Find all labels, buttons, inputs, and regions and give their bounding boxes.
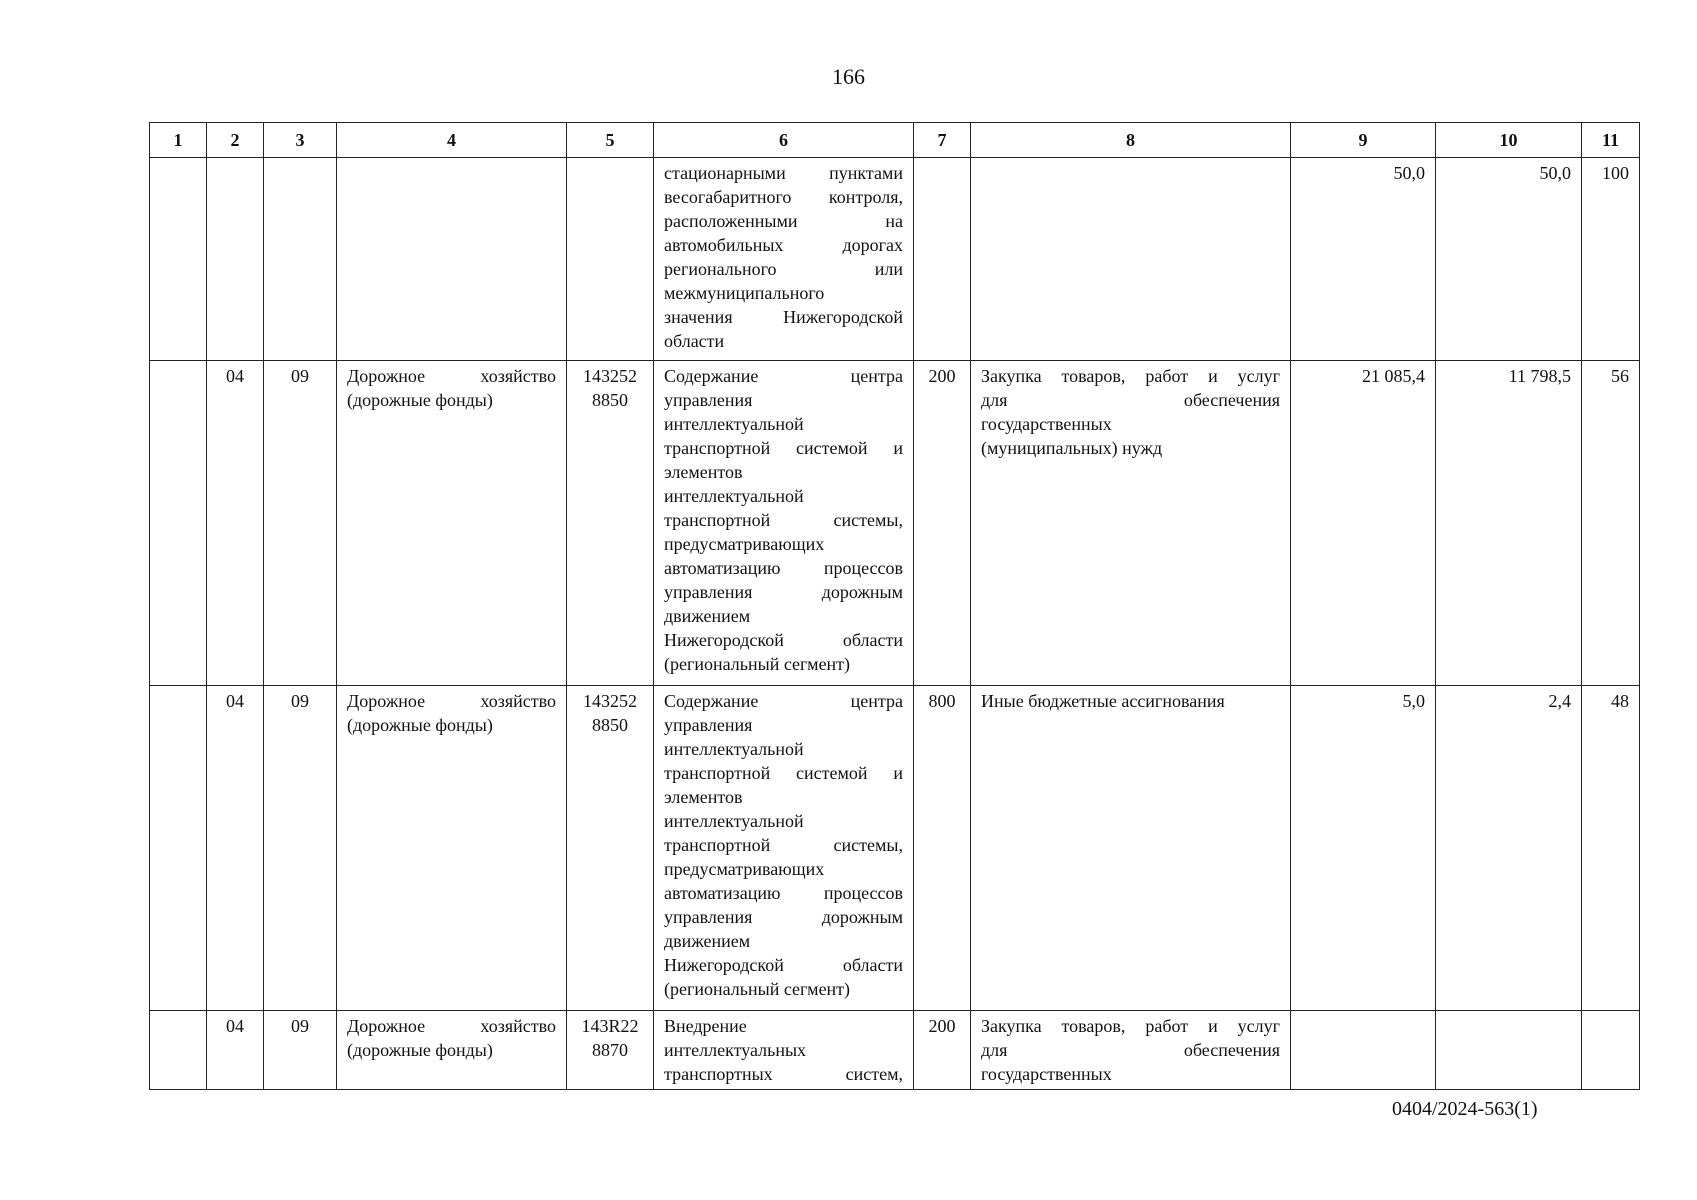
header-col-1: 1 <box>150 123 207 158</box>
text-line: расположенными на <box>664 211 903 231</box>
text-line: Нижегородской области <box>664 955 903 975</box>
cell-col-2 <box>207 158 264 361</box>
cell-col-7: 800 <box>914 686 971 1011</box>
cell-col-8 <box>971 686 1291 1011</box>
cell-col-1 <box>150 1011 207 1090</box>
text-line: движением <box>664 931 751 951</box>
text-line: управления дорожным <box>664 582 903 602</box>
cell-col-6 <box>654 361 914 686</box>
header-col-11: 11 <box>1582 123 1640 158</box>
cell-col-11: 48 <box>1582 686 1640 1011</box>
cell-col-3: 09 <box>264 361 337 686</box>
cell-col-8 <box>971 1011 1291 1090</box>
text-line: управления дорожным <box>664 907 903 927</box>
cell-col-6 <box>654 686 914 1011</box>
text-line: интеллектуальной <box>664 414 804 434</box>
text-line: (дорожные фонды) <box>347 1040 493 1060</box>
cell-col-10: 50,0 <box>1436 158 1582 361</box>
text-line: Дорожное хозяйство <box>347 366 556 386</box>
cell-col-1 <box>150 686 207 1011</box>
cell-col-7: 200 <box>914 361 971 686</box>
cell-col-4 <box>337 686 567 1011</box>
budget-table <box>149 122 1640 1090</box>
text-line: области <box>664 331 725 351</box>
text-line: транспортной системой и <box>664 763 903 783</box>
cell-col-7 <box>914 158 971 361</box>
text-line: автоматизацию процессов <box>664 558 903 578</box>
header-col-6: 6 <box>654 123 914 158</box>
text-line: транспортных систем, <box>664 1064 903 1084</box>
cell-col-4 <box>337 158 567 361</box>
cell-col-9: 50,0 <box>1291 158 1436 361</box>
text-line: (региональный сегмент) <box>664 979 851 999</box>
text-line: государственных <box>981 1064 1112 1084</box>
cell-col-6 <box>654 158 914 361</box>
text-line: Иные бюджетные ассигнования <box>981 691 1225 711</box>
cell-col-5 <box>567 158 654 361</box>
cell-col-6 <box>654 1011 914 1090</box>
cell-col-1 <box>150 361 207 686</box>
cell-col-10 <box>1436 1011 1582 1090</box>
text-line: интеллектуальной <box>664 739 804 759</box>
text-line: автомобильных дорогах <box>664 235 903 255</box>
text-line: автоматизацию процессов <box>664 883 903 903</box>
cell-col-2: 04 <box>207 361 264 686</box>
cell-col-3: 09 <box>264 1011 337 1090</box>
cell-col-11: 56 <box>1582 361 1640 686</box>
table-row <box>150 686 1640 1011</box>
table-row <box>150 361 1640 686</box>
text-line: (региональный сегмент) <box>664 654 851 674</box>
header-row <box>150 123 1640 158</box>
code-part-2: 8850 <box>592 715 628 735</box>
code-part-1: 143252 <box>583 366 637 386</box>
header-col-2: 2 <box>207 123 264 158</box>
text-line: транспортной системы, <box>664 835 903 855</box>
text-line: интеллектуальной <box>664 486 804 506</box>
text-line: элементов <box>664 462 743 482</box>
text-line: транспортной системой и <box>664 438 903 458</box>
page-number: 166 <box>832 64 865 89</box>
cell-col-10: 2,4 <box>1436 686 1582 1011</box>
cell-col-9 <box>1291 1011 1436 1090</box>
text-line: для обеспечения <box>981 390 1280 410</box>
cell-col-8 <box>971 361 1291 686</box>
text-line: Закупка товаров, работ и услуг <box>981 366 1280 386</box>
header-col-5: 5 <box>567 123 654 158</box>
text-line: стационарными пунктами <box>664 163 903 183</box>
text-line: движением <box>664 606 751 626</box>
text-line: для обеспечения <box>981 1040 1280 1060</box>
cell-col-7: 200 <box>914 1011 971 1090</box>
cell-col-4 <box>337 1011 567 1090</box>
cell-col-8 <box>971 158 1291 361</box>
document-code: 0404/2024-563(1) <box>1392 1098 1538 1120</box>
text-line: Содержание центра <box>664 366 903 386</box>
code-part-2: 8870 <box>592 1040 628 1060</box>
cell-col-11: 100 <box>1582 158 1640 361</box>
cell-col-9: 21 085,4 <box>1291 361 1436 686</box>
cell-col-9: 5,0 <box>1291 686 1436 1011</box>
header-col-3: 3 <box>264 123 337 158</box>
text-line: элементов <box>664 787 743 807</box>
cell-col-5 <box>567 1011 654 1090</box>
header-col-4: 4 <box>337 123 567 158</box>
text-line: (дорожные фонды) <box>347 390 493 410</box>
cell-col-2: 04 <box>207 1011 264 1090</box>
cell-col-3: 09 <box>264 686 337 1011</box>
header-col-7: 7 <box>914 123 971 158</box>
text-line: Дорожное хозяйство <box>347 1016 556 1036</box>
code-part-1: 143R22 <box>581 1016 639 1036</box>
cell-col-10: 11 798,5 <box>1436 361 1582 686</box>
text-line: (дорожные фонды) <box>347 715 493 735</box>
cell-col-1 <box>150 158 207 361</box>
table-row <box>150 158 1640 361</box>
cell-col-5 <box>567 361 654 686</box>
header-col-9: 9 <box>1291 123 1436 158</box>
text-line: межмуниципального <box>664 283 825 303</box>
code-part-2: 8850 <box>592 390 628 410</box>
cell-col-5 <box>567 686 654 1011</box>
cell-col-3 <box>264 158 337 361</box>
header-col-8: 8 <box>971 123 1291 158</box>
cell-col-2: 04 <box>207 686 264 1011</box>
table-row <box>150 1011 1640 1090</box>
text-line: весогабаритного контроля, <box>664 187 903 207</box>
text-line: транспортной системы, <box>664 510 903 530</box>
code-part-1: 143252 <box>583 691 637 711</box>
text-line: управления <box>664 390 753 410</box>
header-col-10: 10 <box>1436 123 1582 158</box>
text-line: значения Нижегородской <box>664 307 903 327</box>
text-line: интеллектуальной <box>664 811 804 831</box>
text-line: Дорожное хозяйство <box>347 691 556 711</box>
text-line: интеллектуальных <box>664 1040 807 1060</box>
text-line: (муниципальных) нужд <box>981 438 1163 458</box>
text-line: Содержание центра <box>664 691 903 711</box>
text-line: Внедрение <box>664 1016 747 1036</box>
text-line: управления <box>664 715 753 735</box>
text-line: регионального или <box>664 259 903 279</box>
text-line: предусматривающих <box>664 534 825 554</box>
text-line: государственных <box>981 414 1112 434</box>
cell-col-4 <box>337 361 567 686</box>
text-line: Нижегородской области <box>664 630 903 650</box>
text-line: Закупка товаров, работ и услуг <box>981 1016 1280 1036</box>
cell-col-11 <box>1582 1011 1640 1090</box>
text-line: предусматривающих <box>664 859 825 879</box>
